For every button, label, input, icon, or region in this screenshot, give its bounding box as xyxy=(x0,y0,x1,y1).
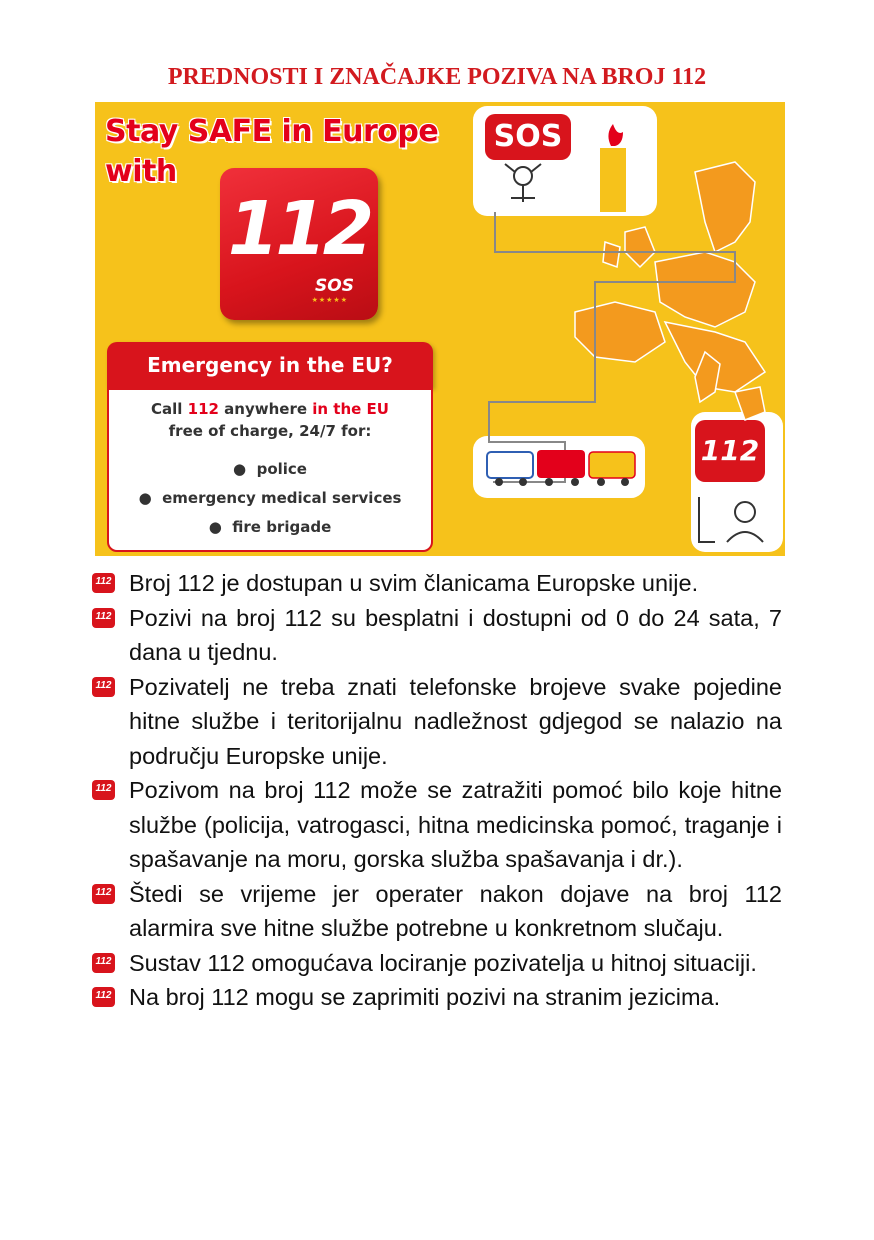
service-medical: ● emergency medical services xyxy=(138,489,402,507)
headline-line-2: with xyxy=(105,154,177,189)
emergency-vehicles-icon xyxy=(487,450,635,486)
stay-safe-poster xyxy=(95,102,785,556)
emergency-banner: Emergency in the EU? xyxy=(107,342,433,388)
112-logo-icon: 112 xyxy=(92,780,115,800)
europe-map-illustration xyxy=(95,102,785,556)
list-item: 112 Štedi se vrijeme jer operater nakon dojave na broj 112 alarmira sve hitne službe potrebne u konkretnom slučaju. xyxy=(92,877,782,946)
operator-icon xyxy=(699,497,763,542)
112-logo-icon: 112 xyxy=(92,987,115,1007)
distressed-person-icon xyxy=(505,164,541,202)
headline-line-1: Stay SAFE in Europe xyxy=(105,114,439,149)
service-fire: ● fire brigade xyxy=(208,518,332,536)
list-item: 112 Sustav 112 omogućava lociranje pozivatelja u hitnoj situaciji. xyxy=(92,946,782,981)
112-logo-icon: 112 xyxy=(92,573,115,593)
logo-112-sos: SOS xyxy=(315,276,354,296)
logo-112-number: 112 xyxy=(227,186,371,272)
features-list xyxy=(92,566,782,1015)
112-logo-icon: 112 xyxy=(92,884,115,904)
list-item: 112 Pozivi na broj 112 su besplatni i dostupni od 0 do 24 sata, 7 dana u tjednu. xyxy=(92,601,782,670)
call-line-2: free of charge, 24/7 for: xyxy=(168,422,372,440)
112-logo-icon: 112 xyxy=(92,677,115,697)
list-item: 112 Pozivom na broj 112 može se zatražiti pomoć bilo koje hitne službe (policija, vatrogasci, hitna medicinska pomoć, traganje i spašavanje na moru, gorska služba spašavanja i dr.). xyxy=(92,773,782,877)
list-item: 112 Pozivatelj ne treba znati telefonske brojeve svake pojedine hitne službe i teritorijalnu nadležnost gdjegod se nalazio na području Europske unije. xyxy=(92,670,782,774)
sos-bubble: SOS xyxy=(485,114,571,160)
service-police: ● police xyxy=(233,460,307,478)
112-logo-icon: 112 xyxy=(92,608,115,628)
burning-building-icon xyxy=(600,124,626,212)
list-item: 112 Na broj 112 mogu se zaprimiti pozivi na stranim jezicima. xyxy=(92,980,782,1015)
eu-stars-icon: ★★★★★ xyxy=(311,297,348,304)
112-logo-icon: 112 xyxy=(92,953,115,973)
list-item: 112 Broj 112 je dostupan u svim članicama Europske unije. xyxy=(92,566,782,601)
page-title: PREDNOSTI I ZNAČAJKE POZIVA NA BROJ 112 xyxy=(167,64,707,90)
bubble-112: 112 xyxy=(695,420,765,482)
call-line-1: Call 112 anywhere in the EU xyxy=(151,400,389,418)
